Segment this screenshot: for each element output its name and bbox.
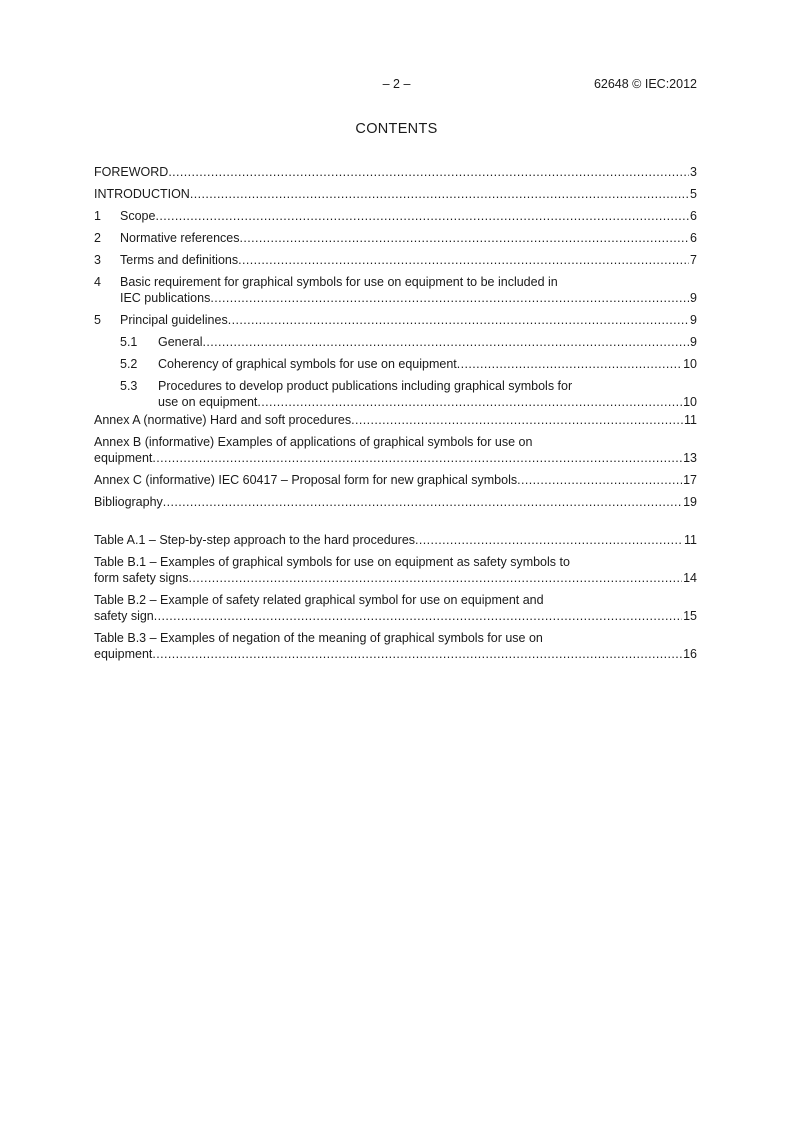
toc-entry-title: FOREWORD bbox=[94, 165, 169, 179]
table-of-contents bbox=[94, 164, 697, 510]
toc-entry-title: General bbox=[158, 335, 203, 349]
toc-section-number: 5 bbox=[94, 313, 101, 327]
toc-entry-coherency[interactable] bbox=[94, 356, 697, 372]
toc-section-number: 2 bbox=[94, 231, 101, 245]
toc-entry-title-line2: safety sign bbox=[94, 609, 154, 623]
toc-entry-title-line1: Table B.1 – Examples of graphical symbols for use on equipment as safety symbols to bbox=[94, 555, 570, 569]
toc-entry-title-line1: Basic requirement for graphical symbols for use on equipment to be included in bbox=[120, 275, 558, 289]
leader-dots bbox=[517, 472, 682, 488]
toc-entry-title: Annex C (informative) IEC 60417 – Proposal form for new graphical symbols bbox=[94, 473, 518, 487]
toc-entry-title-line1: Table B.3 – Examples of negation of the meaning of graphical symbols for use on bbox=[94, 631, 543, 645]
toc-entry-annex-a[interactable] bbox=[94, 412, 697, 428]
toc-entry-annex-c[interactable] bbox=[94, 472, 697, 488]
toc-entry-title-line2: equipment bbox=[94, 451, 153, 465]
toc-page-number: 5 bbox=[690, 187, 697, 201]
toc-entry-procedures[interactable] bbox=[94, 378, 697, 410]
leader-dots bbox=[163, 494, 682, 510]
toc-entry-title: Annex A (normative) Hard and soft procedures bbox=[94, 413, 352, 427]
toc-entry-title: Coherency of graphical symbols for use on equipment bbox=[158, 357, 457, 371]
toc-entry-title-line2: equipment bbox=[94, 647, 153, 661]
leader-dots bbox=[155, 208, 689, 224]
leader-dots bbox=[152, 646, 682, 662]
toc-page-number: 9 bbox=[690, 313, 697, 327]
toc-entry-title: Bibliography bbox=[94, 495, 163, 509]
toc-page-number: 3 bbox=[690, 165, 697, 179]
toc-page-number: 10 bbox=[683, 395, 697, 409]
toc-entry-table-a1[interactable] bbox=[94, 532, 697, 548]
toc-entry-terms-definitions[interactable] bbox=[94, 252, 697, 268]
toc-page-number: 19 bbox=[683, 495, 697, 509]
toc-entry-title: Scope bbox=[120, 209, 156, 223]
leader-dots bbox=[351, 412, 683, 428]
contents-title: CONTENTS bbox=[355, 121, 438, 137]
toc-entry-title: INTRODUCTION bbox=[94, 187, 190, 201]
leader-dots bbox=[238, 252, 689, 268]
toc-entry-title: Normative references bbox=[120, 231, 240, 245]
leader-dots bbox=[240, 230, 690, 246]
leader-dots bbox=[190, 186, 689, 202]
leader-dots bbox=[415, 532, 683, 548]
toc-entry-normative-references[interactable] bbox=[94, 230, 697, 246]
toc-section-number: 5.1 bbox=[120, 335, 138, 349]
toc-page-number: 7 bbox=[690, 253, 697, 267]
toc-entry-title-line2: IEC publications bbox=[120, 291, 211, 305]
toc-entry-title-line1: Procedures to develop product publications including graphical symbols for bbox=[158, 379, 573, 393]
toc-page-number: 14 bbox=[683, 571, 697, 585]
toc-entry-foreword[interactable] bbox=[94, 164, 697, 180]
toc-entry-principal-guidelines[interactable] bbox=[94, 312, 697, 328]
document-reference: 62648 © IEC:2012 bbox=[593, 77, 697, 91]
toc-entry-title: Terms and definitions bbox=[120, 253, 239, 267]
toc-entry-title-line1: Table B.2 – Example of safety related graphical symbol for use on equipment and bbox=[94, 593, 544, 607]
toc-page-number: 11 bbox=[684, 413, 697, 427]
leader-dots bbox=[188, 570, 682, 586]
toc-page-number: 17 bbox=[683, 473, 697, 487]
toc-page-number: 15 bbox=[683, 609, 697, 623]
toc-entry-table-b3[interactable] bbox=[94, 630, 697, 662]
toc-page-number: 6 bbox=[690, 209, 697, 223]
list-of-tables bbox=[94, 532, 697, 662]
leader-dots bbox=[202, 334, 689, 350]
toc-entry-title-line2: form safety signs bbox=[94, 571, 189, 585]
toc-entry-scope[interactable] bbox=[94, 208, 697, 224]
leader-dots bbox=[168, 164, 689, 180]
toc-page-number: 10 bbox=[683, 357, 697, 371]
toc-section-number: 5.3 bbox=[120, 379, 138, 393]
leader-dots bbox=[257, 394, 682, 410]
toc-entry-title-line1: Annex B (informative) Examples of applications of graphical symbols for use on bbox=[94, 435, 533, 449]
toc-entry-table-b1[interactable] bbox=[94, 554, 697, 586]
leader-dots bbox=[457, 356, 682, 372]
toc-entry-general[interactable] bbox=[94, 334, 697, 350]
toc-entry-title: Principal guidelines bbox=[120, 313, 228, 327]
toc-entry-table-b2[interactable] bbox=[94, 592, 697, 624]
leader-dots bbox=[152, 450, 682, 466]
toc-entry-bibliography[interactable] bbox=[94, 494, 697, 510]
toc-entry-title-line2: use on equipment bbox=[158, 395, 258, 409]
toc-page-number: 13 bbox=[683, 451, 697, 465]
leader-dots bbox=[228, 312, 689, 328]
toc-page-number: 9 bbox=[690, 291, 697, 305]
toc-page-number: 6 bbox=[690, 231, 697, 245]
toc-section-number: 1 bbox=[94, 209, 101, 223]
toc-entry-title: Table A.1 – Step-by-step approach to the hard procedures bbox=[94, 533, 416, 547]
toc-section-number: 4 bbox=[94, 275, 101, 289]
toc-page-number: 9 bbox=[690, 335, 697, 349]
toc-section-number: 5.2 bbox=[120, 357, 138, 371]
toc-page-number: 16 bbox=[683, 647, 697, 661]
page-number: – 2 – bbox=[382, 77, 411, 91]
leader-dots bbox=[154, 608, 682, 624]
toc-section-number: 3 bbox=[94, 253, 101, 267]
toc-entry-annex-b[interactable] bbox=[94, 434, 697, 466]
toc-entry-basic-requirement[interactable] bbox=[94, 274, 697, 306]
toc-entry-introduction[interactable] bbox=[94, 186, 697, 202]
toc-page-number: 11 bbox=[684, 533, 697, 547]
leader-dots bbox=[210, 290, 689, 306]
